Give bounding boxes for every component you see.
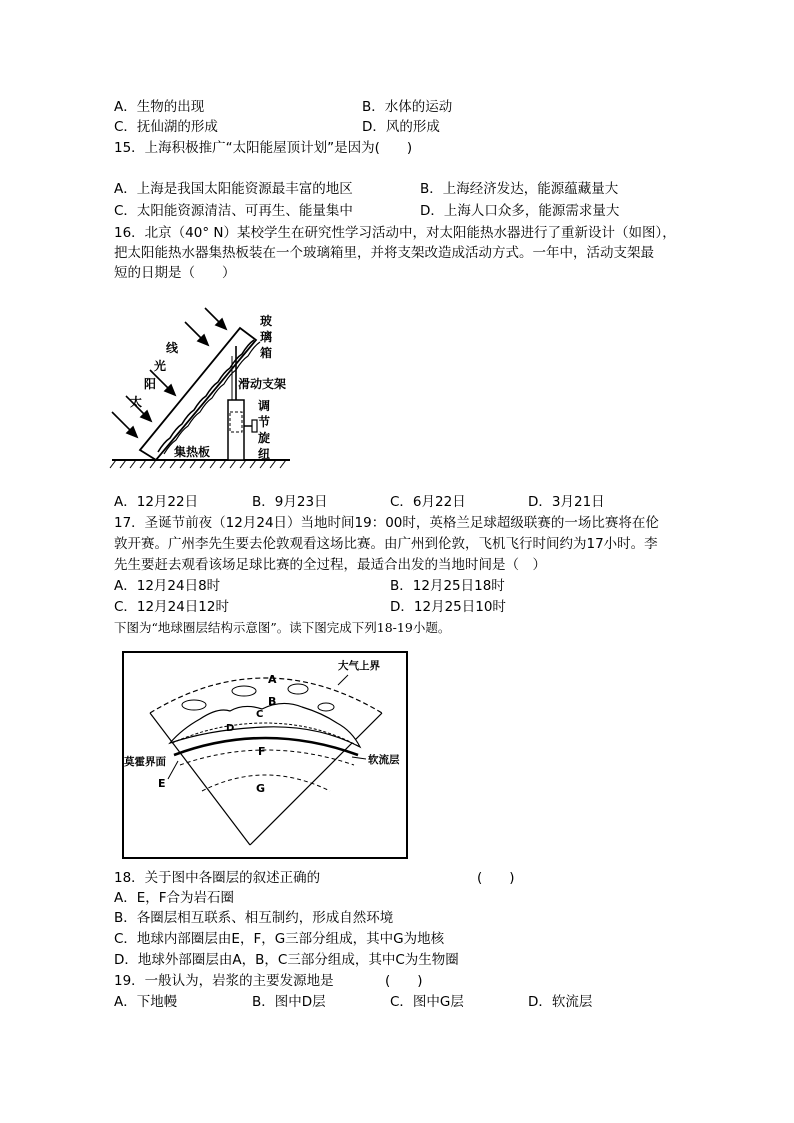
- q19-option-c: C．图中G层: [390, 994, 464, 1010]
- moho-label: 莫霍界面: [124, 756, 166, 768]
- q17-option-b: B．12月25日18时: [390, 578, 505, 594]
- q16-option-c: C．6月22日: [390, 494, 466, 510]
- knob-char-3: 旋: [258, 431, 271, 445]
- q14-option-d: D．风的形成: [362, 119, 440, 135]
- slide-support-label: 滑动支架: [238, 377, 287, 391]
- q16-option-d: D．3月21日: [528, 494, 605, 510]
- q15-option-d: D．上海人口众多，能源需求量大: [420, 203, 620, 219]
- knob-char-2: 节: [258, 415, 271, 429]
- layer-f-label: F: [258, 745, 266, 758]
- glass-box-char-1: 玻: [260, 314, 273, 328]
- q17-option-c: C．12月24日12时: [114, 599, 229, 615]
- glass-box-char-2: 璃: [260, 330, 273, 344]
- knob-char-1: 调: [258, 399, 271, 413]
- q16-stem-line2: 把太阳能热水器集热板装在一个玻璃箱里，并将支架改造成活动方式。一年中，活动支架最: [114, 245, 654, 261]
- layer-c-label: C: [256, 709, 264, 720]
- sunlight-char-4: 线: [166, 341, 179, 355]
- q18-stem: 18．关于图中各圈层的叙述正确的: [114, 870, 321, 886]
- q15-option-c: C．太阳能资源清洁、可再生、能量集中: [114, 203, 353, 219]
- q14-option-c: C．抚仙湖的形成: [114, 119, 218, 135]
- q15-option-a: A．上海是我国太阳能资源最丰富的地区: [114, 181, 353, 197]
- q16-option-a: A．12月22日: [114, 494, 199, 510]
- layer-e-label: E: [158, 777, 166, 790]
- q19-option-d: D．软流层: [528, 994, 593, 1010]
- atmosphere-top-label: 大气上界: [338, 660, 380, 672]
- earth-layers-figure: [122, 651, 408, 859]
- layer-a-label: A: [268, 673, 277, 686]
- q14-option-a: A．生物的出现: [114, 99, 205, 115]
- q17-stem-line3: 先生要赶去观看该场足球比赛的全过程，最适合出发的当地时间是（ ）: [114, 557, 546, 573]
- layer-d-label: D: [226, 723, 235, 734]
- sunlight-char-3: 光: [154, 359, 167, 373]
- sunlight-char-2: 阳: [144, 377, 157, 391]
- sunlight-char-1: 太: [130, 395, 143, 409]
- q18-option-a: A．E，F合为岩石圈: [114, 890, 235, 906]
- q18-option-c: C．地球内部圈层由E，F，G三部分组成，其中G为地核: [114, 931, 445, 947]
- q19-option-b: B．图中D层: [252, 994, 326, 1010]
- q17-option-a: A．12月24日8时: [114, 578, 221, 594]
- glass-box-char-3: 箱: [260, 346, 273, 360]
- solar-heater-figure: [108, 300, 308, 472]
- q19-stem: 19．一般认为，岩浆的主要发源地是: [114, 973, 334, 989]
- q15-option-b: B．上海经济发达，能源蕴藏量大: [420, 181, 619, 197]
- collector-label: 集热板: [174, 445, 211, 459]
- asthenosphere-label: 软流层: [368, 754, 400, 766]
- q18-option-d: D．地球外部圈层由A，B，C三部分组成，其中C为生物圈: [114, 952, 459, 968]
- q14-option-b: B．水体的运动: [362, 99, 453, 115]
- layer-g-label: G: [256, 782, 266, 795]
- q16-option-b: B．9月23日: [252, 494, 328, 510]
- q16-stem-line1: 16．北京（40° N）某校学生在研究性学习活动中，对太阳能热水器进行了重新设计（如图），: [114, 225, 676, 241]
- q19-option-a: A．下地幔: [114, 994, 178, 1010]
- figure-intro: 下图为“地球圈层结构示意图”。读下图完成下列18-19小题。: [114, 620, 451, 635]
- q17-stem-line2: 敦开赛。广州李先生要去伦敦观看这场比赛。由广州到伦敦，飞机飞行时间约为17小时。李: [114, 536, 658, 552]
- q18-blank: ( ): [477, 870, 515, 886]
- layer-b-label: B: [268, 695, 277, 708]
- knob-char-4: 纽: [258, 447, 271, 461]
- q17-option-d: D．12月25日10时: [390, 599, 506, 615]
- q18-option-b: B．各圈层相互联系、相互制约，形成自然环境: [114, 910, 394, 926]
- q19-blank: ( ): [385, 973, 423, 989]
- q17-stem-line1: 17．圣诞节前夜（12月24日）当地时间19：00时，英格兰足球超级联赛的一场比赛将在伦: [114, 515, 659, 531]
- q16-stem-line3: 短的日期是（ ）: [114, 265, 236, 281]
- q15-stem: 15．上海积极推广“太阳能屋顶计划”是因为( ): [114, 140, 413, 156]
